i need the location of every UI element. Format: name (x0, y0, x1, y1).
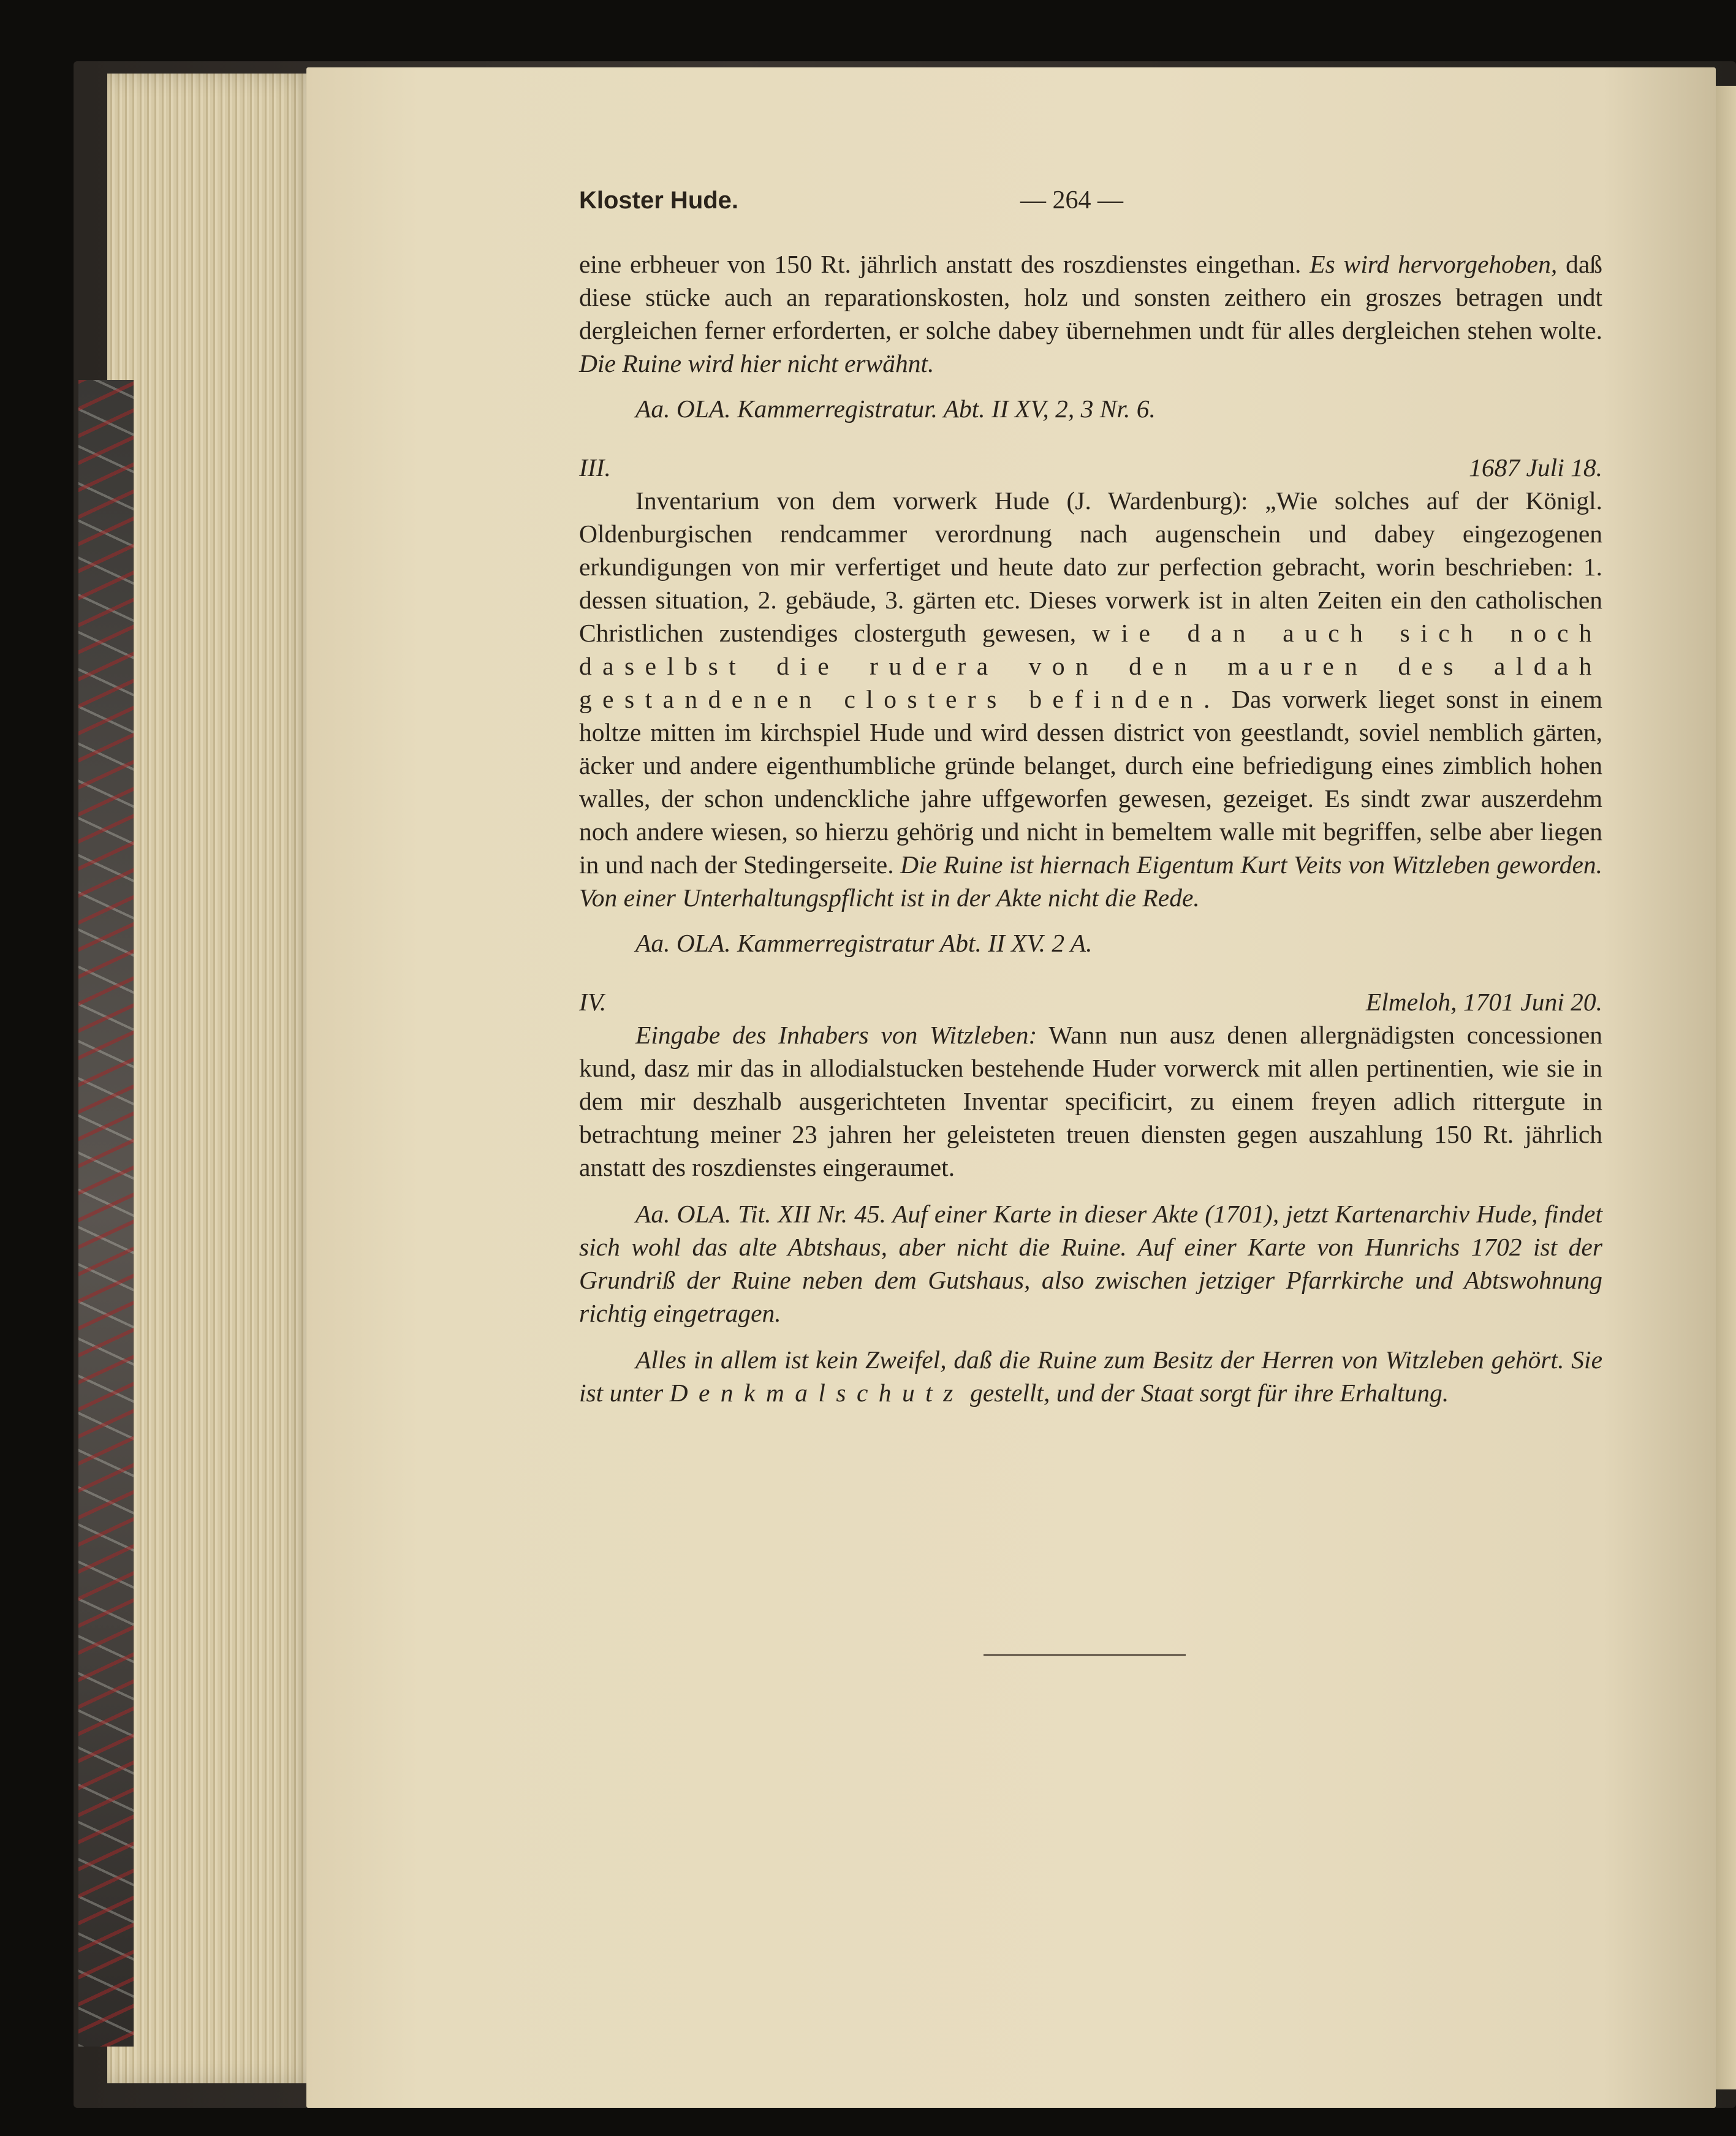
running-title: Kloster Hude. (579, 187, 739, 214)
spaced-text: Denkmalschutz (669, 1379, 964, 1407)
section-label: IV. (579, 988, 607, 1016)
left-page-stack (107, 74, 316, 2083)
citation-1: Aa. OLA. Kammerregistratur. Abt. II XV, 2, 3 Nr. 6. (635, 395, 1156, 423)
running-head (579, 184, 1602, 221)
paragraph-3: Inventarium von dem vorwerk Hude (J. Wardenburg): „Wie solches auf der Königl. Oldenburgischen rendcammer verordnung nach augenschein und dabey eingezogenen erkundigungen von mir verfertiget und heute dato zur perfection gebracht, worin beschrieben: 1. dessen situation, 2. gebäude, 3. gärten etc. Dieses vorwerk ist in alten Zeiten ein den catholischen Christlichen zustendiges closterguth gewesen, wie dan auch sich noch daselbst die rudera von den mauren des aldah gestandenen closters befinden. Das vorwerk lieget sonst in einem holtze mitten im kirchspiel Hude und wird dessen district von geestlandt, soviel nemblich gärten, äcker und andere eigenthumbliche gründe belanget, durch eine befriedigung eines zimblich hohen walles, der schon undenckliche jahre uffgeworfen gewesen, gezeiget. Es sindt zwar auszerdehm noch andere wiesen, so hierzu gehörig und nicht in bemeltem walle mit begriffen, selbe aber liegen in und nach der Stedingerseite. Die Ruine ist hiernach Eigentum Kurt Veits von Witzleben geworden. Von einer Unterhaltungspflicht ist in der Akte nicht die Rede. (579, 487, 1603, 912)
section-label: III. (579, 453, 611, 482)
paragraph-4: Eingabe des Inhabers von Witzleben: Wann nun ausz denen allergnädigsten concessionen kund, dasz mir das in allodialstucken bestehende Huder vorwerck mit allen pertinentien, wie sie in dem mir deszhalb ausgerichteten Inventar specificirt, zu einem freyen adlich rittergute in betrachtung meiner 23 jahren her geleisteten treuen diensten gegen auszahlung 150 Rt. jährlich anstatt des roszdienstes eingeraumet. (579, 1021, 1602, 1181)
section-iv-head (579, 985, 1602, 1018)
paragraph-1: eine erbheuer von 150 Rt. jährlich anstatt des roszdienstes eingethan. Es wird hervorgehoben, daß diese stücke auch an reparationskosten, holz und sonsten zeithero ein groszes betragen undt dergleichen ferner erforderten, er solche dabey übernehmen undt für alles dergleichen stehen wolte. Die Ruine wird hier nicht erwähnt. (579, 250, 1603, 377)
paragraph-5: Aa. OLA. Tit. XII Nr. 45. Auf einer Karte in dieser Akte (1701), jetzt Kartenarchiv Hude, findet sich wohl das alte Abtshaus, aber nicht die Ruine. Auf einer Karte von Hunrichs 1702 ist der Grundriß der Ruine neben dem Gutshaus, also zwischen jetziger Pfarrkirche und Abtswohnung richtig eingetragen. (579, 1200, 1602, 1327)
spacer (579, 1184, 1602, 1197)
spacer (579, 1330, 1602, 1343)
citation-3: Aa. OLA. Kammerregistratur Abt. II XV. 2 A. (635, 929, 1093, 957)
section-date: Elmeloh, 1701 Juni 20. (1365, 988, 1602, 1016)
page-number: — 264 — (1020, 186, 1123, 214)
paragraph-6: Alles in allem ist kein Zweifel, daß die Ruine zum Besitz der Herren von Witzleben gehört. Sie ist unter Denkmalschutz gestellt, und der Staat sorgt für ihre Erhaltung. (579, 1346, 1602, 1407)
end-rule (984, 1654, 1186, 1656)
marbled-edge (78, 380, 134, 2047)
page-text (579, 184, 1602, 1409)
section-iii-head (579, 451, 1602, 484)
spaced-text: wie dan auch sich noch daselbst die rudera von den mauren des aldah gestandenen closters befinden. (579, 619, 1602, 713)
section-date: 1687 Juli 18. (1469, 453, 1602, 482)
